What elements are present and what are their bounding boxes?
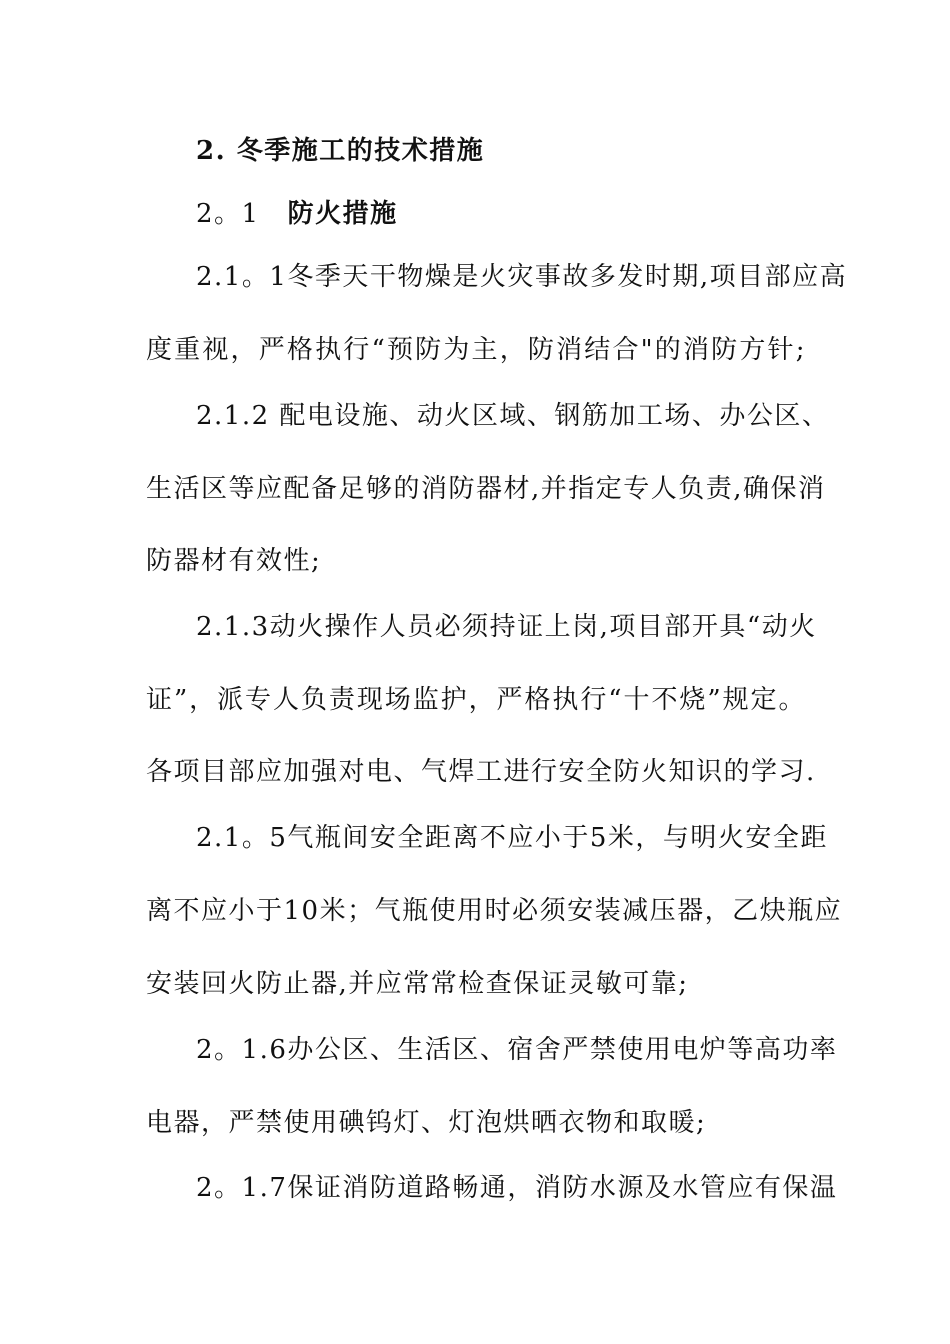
paragraph-line: 各项目部应加强对电、气焊工进行安全防火知识的学习.: [146, 757, 816, 787]
paragraph-line: 2.1.3动火操作人员必须持证上岗,项目部开具“动火: [196, 612, 817, 642]
paragraph-line: 离不应小于10米；气瓶使用时必须安装减压器，乙炔瓶应: [146, 896, 843, 926]
section-heading: [196, 131, 806, 171]
paragraph-line: 证”，派专人负责现场监护，严格执行“十不烧”规定。: [146, 685, 806, 715]
section-heading-title: 冬季施工的技术措施: [236, 136, 485, 166]
paragraph-line: 生活区等应配备足够的消防器材,并指定专人负责,确保消: [146, 474, 826, 504]
subsection-heading-number: 2。1: [196, 199, 260, 229]
paragraph-line: 度重视，严格执行“预防为主，防消结合"的消防方针;: [146, 335, 806, 365]
paragraph-line: 2。1.6办公区、生活区、宿舍严禁使用电炉等高功率: [196, 1035, 838, 1065]
paragraph-line: 安装回火防止器,并应常常检查保证灵敏可靠;: [146, 969, 689, 999]
subsection-heading-title: 防火措施: [287, 199, 398, 229]
paragraph-line: 2。1.7保证消防道路畅通，消防水源及水管应有保温: [196, 1173, 838, 1203]
paragraph-line: 电器，严禁使用碘钨灯、灯泡烘晒衣物和取暖;: [146, 1108, 707, 1138]
section-heading-number: 2.: [196, 136, 227, 166]
paragraph-line: 2.1.2 配电设施、动火区域、钢筋加工场、办公区、: [196, 401, 830, 431]
subsection-heading: [196, 194, 806, 234]
paragraph-line: 2.1。1冬季天干物燥是火灾事故多发时期,项目部应高: [196, 262, 848, 292]
paragraph-line: 防器材有效性;: [146, 546, 322, 576]
paragraph-line: 2.1。5气瓶间安全距离不应小于5米，与明火安全距: [196, 823, 828, 853]
